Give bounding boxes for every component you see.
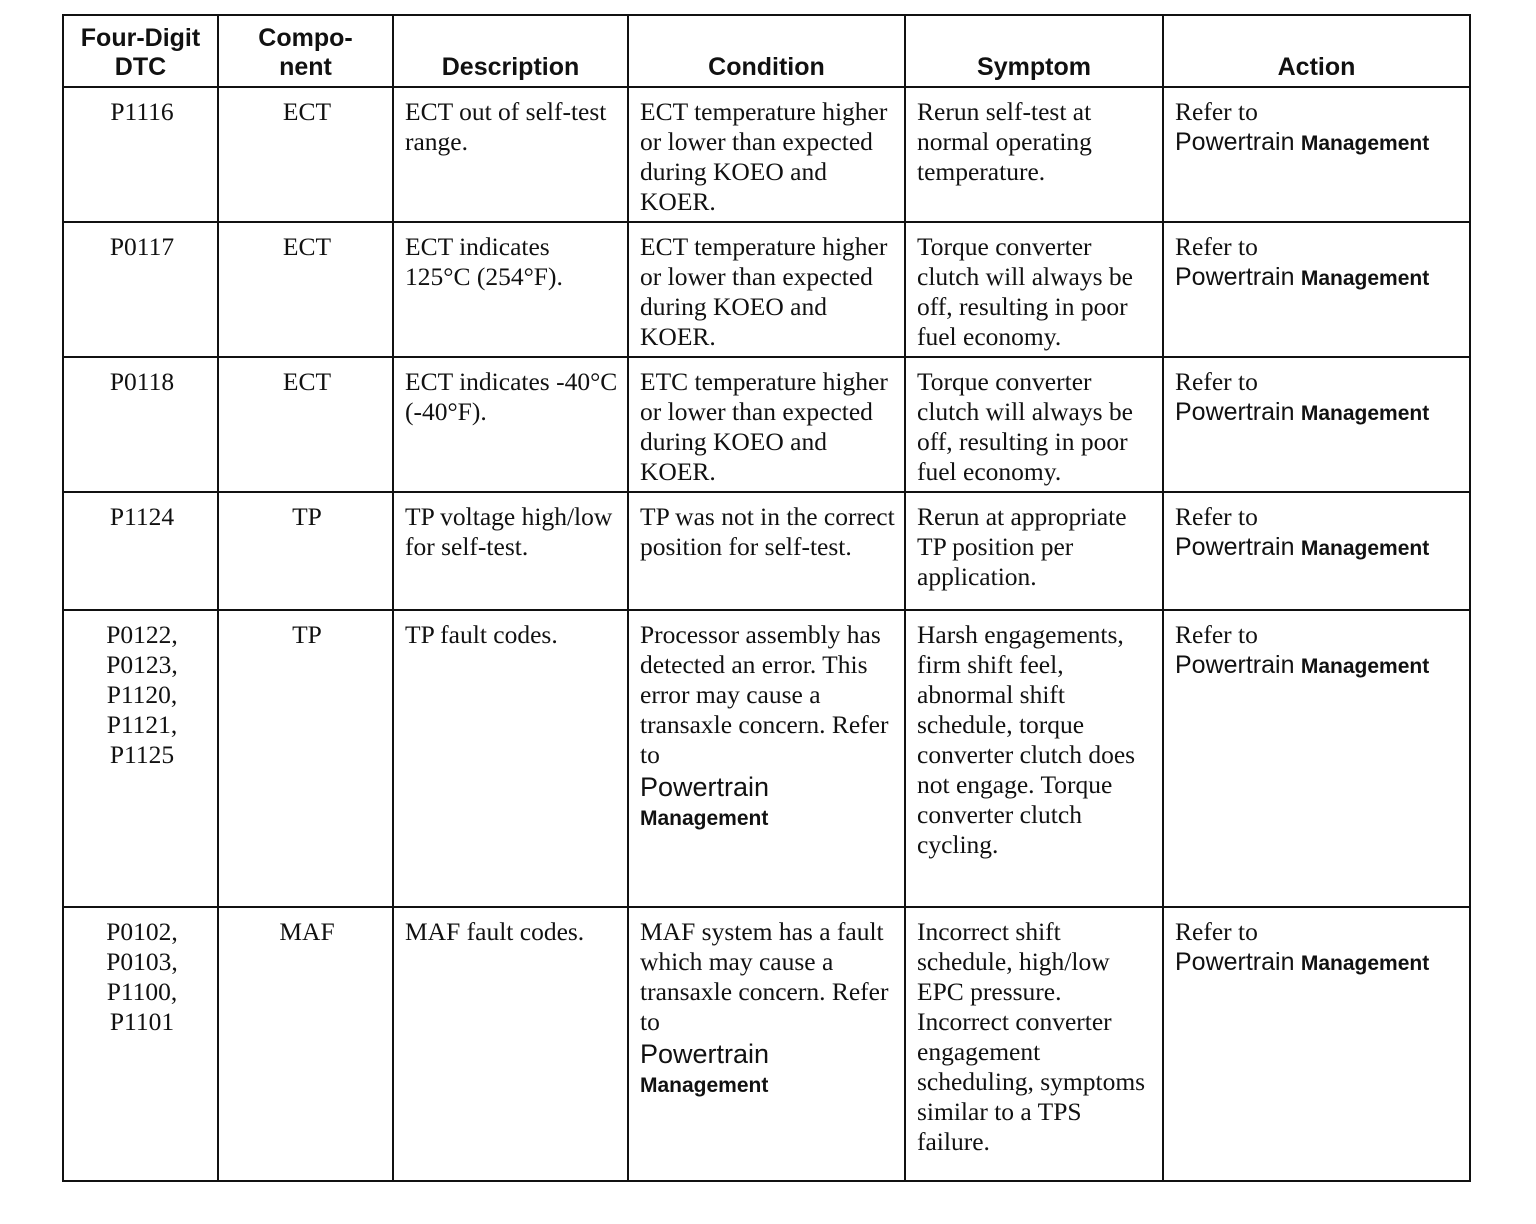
action-prefix: Refer to [1175, 367, 1258, 396]
dtc-code: P1125 [109, 740, 175, 769]
table-row [63, 87, 1470, 222]
action-prefix: Refer to [1175, 502, 1258, 531]
dtc-code: P0102, [106, 917, 178, 946]
header-dtc [63, 15, 218, 87]
header-action-label: Action [1277, 53, 1356, 81]
dtc-cell [63, 357, 218, 492]
condition-cell [628, 610, 905, 907]
dtc-code: P1101 [109, 1007, 175, 1036]
description-cell: MAF fault codes. [393, 907, 628, 1181]
condition-cell [628, 907, 905, 1181]
action-powertrain: Powertrain [1175, 398, 1295, 426]
condition-text: MAF system has a fault which may cause a transaxle concern. Refer to [640, 917, 889, 1036]
header-row [63, 15, 1470, 87]
component-cell: TP [218, 492, 393, 610]
dtc-code: P0118 [109, 367, 175, 396]
header-component-label: Compo- nent [258, 24, 353, 81]
symptom-cell: Torque converter clutch will always be off, resulting in poor fuel economy. [905, 222, 1163, 357]
header-action [1163, 15, 1470, 87]
description-cell: ECT indicates 125°C (254°F). [393, 222, 628, 357]
header-description [393, 15, 628, 87]
action-powertrain: Powertrain [1175, 533, 1295, 561]
symptom-cell: Incorrect shift schedule, high/low EPC pressure. Incorrect converter engagement scheduling, symptoms similar to a TPS failure. [905, 907, 1163, 1181]
action-management: Management [1300, 952, 1430, 975]
condition-management: Management [640, 807, 769, 830]
table-row [63, 222, 1470, 357]
component-cell: TP [218, 610, 393, 907]
condition-cell: TP was not in the correct position for self-test. [628, 492, 905, 610]
header-symptom-label: Symptom [977, 53, 1091, 81]
dtc-cell [63, 87, 218, 222]
symptom-cell: Torque converter clutch will always be off, resulting in poor fuel economy. [905, 357, 1163, 492]
action-cell [1163, 87, 1470, 222]
header-dtc-label: Four-Digit DTC [80, 24, 201, 81]
action-management: Management [1300, 132, 1430, 155]
action-cell [1163, 492, 1470, 610]
dtc-cell [63, 907, 218, 1181]
condition-management: Management [640, 1074, 769, 1097]
description-cell: ECT out of self-test range. [393, 87, 628, 222]
action-cell [1163, 907, 1470, 1181]
dtc-code: P0117 [109, 232, 175, 261]
action-cell [1163, 610, 1470, 907]
condition-cell: ETC temperature higher or lower than expected during KOEO and KOER. [628, 357, 905, 492]
action-cell [1163, 222, 1470, 357]
header-condition-label: Condition [708, 53, 825, 81]
action-management: Management [1300, 537, 1430, 560]
header-symptom [905, 15, 1163, 87]
action-powertrain: Powertrain [1175, 651, 1295, 679]
dtc-code: P0103, [106, 947, 178, 976]
header-description-label: Description [441, 53, 580, 81]
action-prefix: Refer to [1175, 917, 1258, 946]
dtc-code: P1116 [110, 97, 174, 126]
symptom-cell: Harsh engagements, firm shift feel, abnormal shift schedule, torque converter clutch does not engage. Torque converter clutch cycling. [905, 610, 1163, 907]
component-cell: MAF [218, 907, 393, 1181]
condition-cell: ECT temperature higher or lower than expected during KOEO and KOER. [628, 87, 905, 222]
symptom-cell: Rerun self-test at normal operating temperature. [905, 87, 1163, 222]
header-component [218, 15, 393, 87]
dtc-cell [63, 492, 218, 610]
action-cell [1163, 357, 1470, 492]
action-powertrain: Powertrain [1175, 948, 1295, 976]
symptom-cell: Rerun at appropriate TP position per application. [905, 492, 1163, 610]
header-condition [628, 15, 905, 87]
table-row [63, 907, 1470, 1181]
condition-powertrain: Powertrain [640, 1039, 770, 1069]
action-powertrain: Powertrain [1175, 128, 1295, 156]
table-row [63, 357, 1470, 492]
action-management: Management [1300, 267, 1430, 290]
dtc-cell [63, 610, 218, 907]
component-cell: ECT [218, 357, 393, 492]
description-cell: TP voltage high/low for self-test. [393, 492, 628, 610]
table-row [63, 610, 1470, 907]
dtc-code: P1124 [109, 502, 175, 531]
dtc-table [62, 14, 1471, 1182]
dtc-code: P0122, [106, 620, 178, 649]
dtc-code: P1121, [106, 710, 178, 739]
action-prefix: Refer to [1175, 620, 1258, 649]
condition-powertrain: Powertrain [640, 772, 770, 802]
description-cell: TP fault codes. [393, 610, 628, 907]
condition-cell: ECT temperature higher or lower than expected during KOEO and KOER. [628, 222, 905, 357]
action-prefix: Refer to [1175, 97, 1258, 126]
dtc-code: P1120, [106, 680, 178, 709]
description-cell: ECT indicates -40°C (-40°F). [393, 357, 628, 492]
dtc-code: P0123, [106, 650, 178, 679]
component-cell: ECT [218, 87, 393, 222]
table-row [63, 492, 1470, 610]
action-management: Management [1300, 402, 1430, 425]
action-powertrain: Powertrain [1175, 263, 1295, 291]
dtc-cell [63, 222, 218, 357]
action-prefix: Refer to [1175, 232, 1258, 261]
component-cell: ECT [218, 222, 393, 357]
dtc-code: P1100, [106, 977, 178, 1006]
condition-text: Processor assembly has detected an error. This error may cause a transaxle concern. Refer to [640, 620, 889, 769]
action-management: Management [1300, 655, 1430, 678]
